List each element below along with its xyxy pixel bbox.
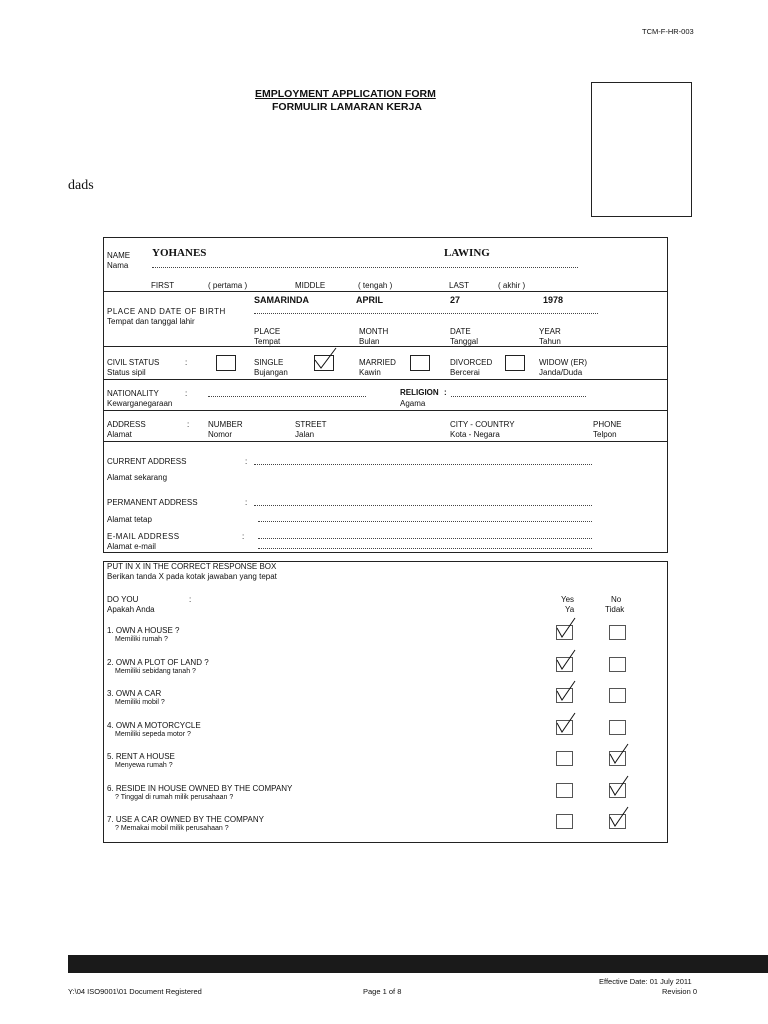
name-line [152,267,578,268]
civil-blank-checkbox[interactable] [216,355,236,371]
first-label: FIRST [151,281,175,290]
question-text: 1. OWN A HOUSE ? [107,626,180,635]
yes-header-id: Ya [565,605,575,614]
no-checkbox[interactable] [609,688,626,703]
permanent-address-label: PERMANENT ADDRESS [107,498,198,507]
street-label: STREET [295,420,327,429]
no-header-id: Tidak [605,605,625,614]
yes-checkbox[interactable] [556,751,573,766]
city-label-id: Kota - Negara [450,430,500,439]
last-label: LAST [449,281,470,290]
nationality-line [208,396,366,397]
single-check-icon [312,346,338,372]
month-label: MONTH [359,327,389,336]
single-label: SINGLE [254,358,284,367]
nationality-label-id: Kewarganegaraan [107,399,173,408]
email-colon: : [242,532,245,541]
birth-month-value[interactable]: APRIL [356,295,383,305]
divorced-label-id: Bercerai [450,368,480,377]
question-text-id: Memiliki sebidang tanah ? [115,667,196,675]
birth-label-id: Tempat dan tanggal lahir [107,317,195,326]
handwritten-note: dads [68,178,94,193]
street-label-id: Jalan [295,430,315,439]
form-title: EMPLOYMENT APPLICATION FORM [255,88,436,100]
year-label: YEAR [539,327,561,336]
divorced-label: DIVORCED [450,358,493,367]
question-text: 6. RESIDE IN HOUSE OWNED BY THE COMPANY [107,783,293,793]
birth-label: PLACE AND DATE OF BIRTH [107,307,226,316]
do-you-label: DO YOU [107,595,139,604]
date-label-id: Tanggal [450,337,479,346]
question-text: 4. OWN A MOTORCYCLE [107,720,201,730]
check-mark-icon [608,742,630,766]
religion-label: RELIGION [400,388,439,397]
place-label: PLACE [254,327,281,336]
current-address-colon: : [245,457,248,466]
divorced-checkbox[interactable] [505,355,525,371]
check-mark-icon [555,711,577,735]
religion-colon: : [444,388,447,397]
taskbar-strip [68,955,768,973]
middle-label-id: ( tengah ) [358,281,393,290]
number-label: NUMBER [208,420,243,429]
no-header: No [611,595,622,604]
nationality-colon: : [185,389,188,398]
question-text-id: ? Memakai mobil milik perusahaan ? [115,825,229,832]
do-you-label-id: Apakah Anda [107,605,155,614]
married-label: MARRIED [359,358,396,367]
current-address-label-id: Alamat sekarang [107,473,168,482]
check-mark-icon [555,648,577,672]
birth-place-value[interactable]: SAMARINDA [254,295,309,305]
yes-header: Yes [561,595,575,604]
birth-line [254,313,598,314]
religion-label-id: Agama [400,399,426,408]
question-text-id: Menyewa rumah ? [115,762,173,769]
question-text-id: Memiliki mobil ? [115,699,165,706]
current-address-label: CURRENT ADDRESS [107,457,187,466]
check-mark-icon [608,774,630,798]
single-label-id: Bujangan [254,368,288,377]
last-name-value[interactable]: LAWING [444,247,490,259]
civil-status-colon: : [185,358,188,367]
widow-label: WIDOW (ER) [539,358,587,367]
phone-label-id: Telpon [593,430,617,439]
check-mark-icon [555,679,577,703]
name-label-id: Nama [107,261,129,270]
month-label-id: Bulan [359,337,380,346]
question-text-id: Memiliki rumah ? [115,636,168,643]
question-text: 2. OWN A PLOT OF LAND ? [107,657,209,667]
no-checkbox[interactable] [609,625,626,640]
permanent-address-label-id: Alamat tetap [107,515,152,524]
current-address-field[interactable] [254,464,592,465]
nationality-label: NATIONALITY [107,389,159,398]
widow-label-id: Janda/Duda [539,368,583,377]
number-label-id: Nomor [208,430,233,439]
phone-label: PHONE [593,420,622,429]
civil-status-label: CIVIL STATUS [107,358,160,367]
address-label: ADDRESS [107,420,146,429]
photo-box [591,82,692,217]
permanent-address-field-2[interactable] [258,521,592,522]
footer-path: Y:\04 ISO9001\01 Document Registered [68,987,202,996]
place-label-id: Tempat [254,337,281,346]
address-colon: : [187,420,190,429]
name-label: NAME [107,251,131,260]
instruction-label-id: Berikan tanda X pada kotak jawaban yang tepat [107,572,277,581]
question-text: 7. USE A CAR OWNED BY THE COMPANY [107,815,264,824]
date-label: DATE [450,327,471,336]
middle-label: MIDDLE [295,281,326,290]
revision: Revision 0 [662,987,698,996]
instruction-label: PUT IN X IN THE CORRECT RESPONSE BOX [107,562,277,571]
do-you-colon: : [189,595,192,604]
check-mark-icon [608,805,630,829]
permanent-address-colon: : [245,498,248,507]
check-mark-icon [555,616,577,640]
year-label-id: Tahun [539,337,561,346]
form-subtitle: FORMULIR LAMARAN KERJA [272,101,422,113]
question-text: 5. RENT A HOUSE [107,752,175,761]
civil-status-label-id: Status sipil [107,368,146,377]
email-field[interactable] [258,538,592,539]
birth-year-value[interactable]: 1978 [543,295,564,305]
email-field-2[interactable] [258,548,592,549]
effective-date: Effective Date: 01 July 2011 [599,977,692,986]
first-label-id: ( pertama ) [208,281,248,290]
last-label-id: ( akhir ) [498,281,526,290]
page-number: Page 1 of 8 [363,987,402,996]
document-code: TCM-F-HR-003 [642,27,694,36]
questions-frame [103,561,668,843]
married-checkbox[interactable] [410,355,430,371]
question-text-id: Memiliki sepeda motor ? [115,730,191,738]
married-label-id: Kawin [359,368,381,377]
question-text-id: ? Tinggal di rumah milik perusahaan ? [115,793,234,801]
religion-line [451,396,586,397]
address-label-id: Alamat [107,430,132,439]
email-label: E-MAIL ADDRESS [107,532,180,541]
permanent-address-field[interactable] [254,505,592,506]
yes-checkbox[interactable] [556,783,573,798]
no-checkbox[interactable] [609,720,626,735]
birth-date-value[interactable]: 27 [450,295,461,305]
yes-checkbox[interactable] [556,814,573,829]
no-checkbox[interactable] [609,657,626,672]
question-text: 3. OWN A CAR [107,689,162,698]
first-name-value[interactable]: YOHANES [152,247,207,259]
email-label-id: Alamat e-mail [107,542,156,551]
city-label: CITY - COUNTRY [450,420,515,429]
